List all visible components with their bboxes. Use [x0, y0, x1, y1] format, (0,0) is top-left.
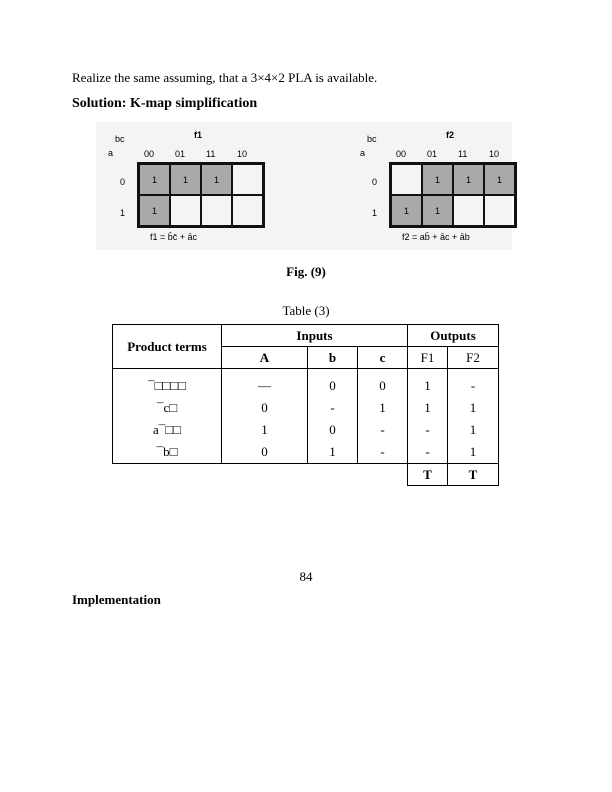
kmap-cell: 1	[139, 164, 170, 195]
kmap-cell: 1	[453, 164, 484, 195]
cell-c: 0	[358, 369, 408, 398]
kmap-cell	[232, 195, 263, 226]
kmap-grid	[137, 162, 265, 228]
kmap-row-label: 1	[120, 208, 126, 218]
table-row	[113, 369, 499, 398]
cell-a: 0	[222, 397, 308, 419]
kmap-cell: 1	[170, 164, 201, 195]
kmap-col-label: 01	[175, 149, 186, 159]
cell-f2: 1	[448, 419, 499, 441]
kmap-cell: 1	[422, 164, 453, 195]
kmap-row-var: a	[108, 148, 114, 158]
cell-f1: 1	[408, 397, 448, 419]
footer-f1: T	[408, 464, 448, 486]
cell-term: ¯□□□□	[113, 369, 222, 398]
header-product-terms: Product terms	[113, 325, 222, 369]
col-f1: F1	[408, 347, 448, 369]
cell-c: 1	[358, 397, 408, 419]
cell-f2: 1	[448, 441, 499, 464]
kmap-col-label: 10	[489, 149, 500, 159]
cell-term: a¯□□	[113, 419, 222, 441]
pla-table	[112, 324, 499, 486]
kmap-cell	[170, 195, 201, 226]
cell-f1: -	[408, 441, 448, 464]
kmap-title: f2	[446, 130, 455, 140]
cell-f1: 1	[408, 369, 448, 398]
cell-c: -	[358, 419, 408, 441]
col-a: A	[222, 347, 308, 369]
kmap-cell	[232, 164, 263, 195]
header-outputs: Outputs	[408, 325, 499, 347]
cell-a: —	[222, 369, 308, 398]
col-f2: F2	[448, 347, 499, 369]
cell-b: 0	[308, 419, 358, 441]
cell-c: -	[358, 441, 408, 464]
page-number: 84	[299, 569, 313, 584]
solution-heading: Solution: K-map simplification	[72, 96, 258, 111]
kmap-title: f1	[194, 130, 203, 140]
kmap-cell	[201, 195, 232, 226]
cell-b: 0	[308, 369, 358, 398]
cell-term: ¯c□	[113, 397, 222, 419]
header-inputs: Inputs	[222, 325, 408, 347]
cell-b: 1	[308, 441, 358, 464]
col-b: b	[308, 347, 358, 369]
table-row	[113, 397, 499, 419]
kmap-col-label: 11	[206, 149, 216, 159]
kmap-cell: 1	[484, 164, 515, 195]
kmap-grid	[389, 162, 517, 228]
kmap-cell	[391, 164, 422, 195]
footer-f2: T	[448, 464, 499, 486]
kmap-col-var: bc	[367, 134, 377, 144]
kmap-col-label: 10	[237, 149, 248, 159]
kmap-equation: f1 = b̄c̄ + āc	[150, 232, 198, 242]
kmap-col-label: 01	[427, 149, 438, 159]
kmap-row-label: 0	[120, 177, 126, 187]
kmap-col-var: bc	[115, 134, 125, 144]
cell-f1: -	[408, 419, 448, 441]
kmap-cell: 1	[422, 195, 453, 226]
kmap-equation: f2 = ab̄ + āc + āb	[402, 232, 470, 242]
kmap-cell	[484, 195, 515, 226]
kmap-cell: 1	[201, 164, 232, 195]
kmap-col-label: 00	[396, 149, 407, 159]
kmap-cell: 1	[391, 195, 422, 226]
figure-caption: Fig. (9)	[286, 264, 326, 279]
kmap-figure	[96, 122, 512, 250]
kmap-col-label: 00	[144, 149, 155, 159]
cell-f2: -	[448, 369, 499, 398]
kmap-row-var: a	[360, 148, 366, 158]
kmap-row-label: 1	[372, 208, 378, 218]
cell-a: 1	[222, 419, 308, 441]
table-row	[113, 419, 499, 441]
cell-f2: 1	[448, 397, 499, 419]
intro-text: Realize the same assuming, that a 3×4×2 PLA is available.	[72, 70, 378, 85]
cell-b: -	[308, 397, 358, 419]
table-caption: Table (3)	[282, 303, 330, 318]
kmap-col-label: 11	[458, 149, 468, 159]
col-c: c	[358, 347, 408, 369]
cell-term: ¯b□	[113, 441, 222, 464]
kmap-cell	[453, 195, 484, 226]
kmap-row-label: 0	[372, 177, 378, 187]
table-row	[113, 441, 499, 464]
kmap-cell: 1	[139, 195, 170, 226]
cell-a: 0	[222, 441, 308, 464]
implementation-heading: Implementation	[72, 592, 161, 607]
